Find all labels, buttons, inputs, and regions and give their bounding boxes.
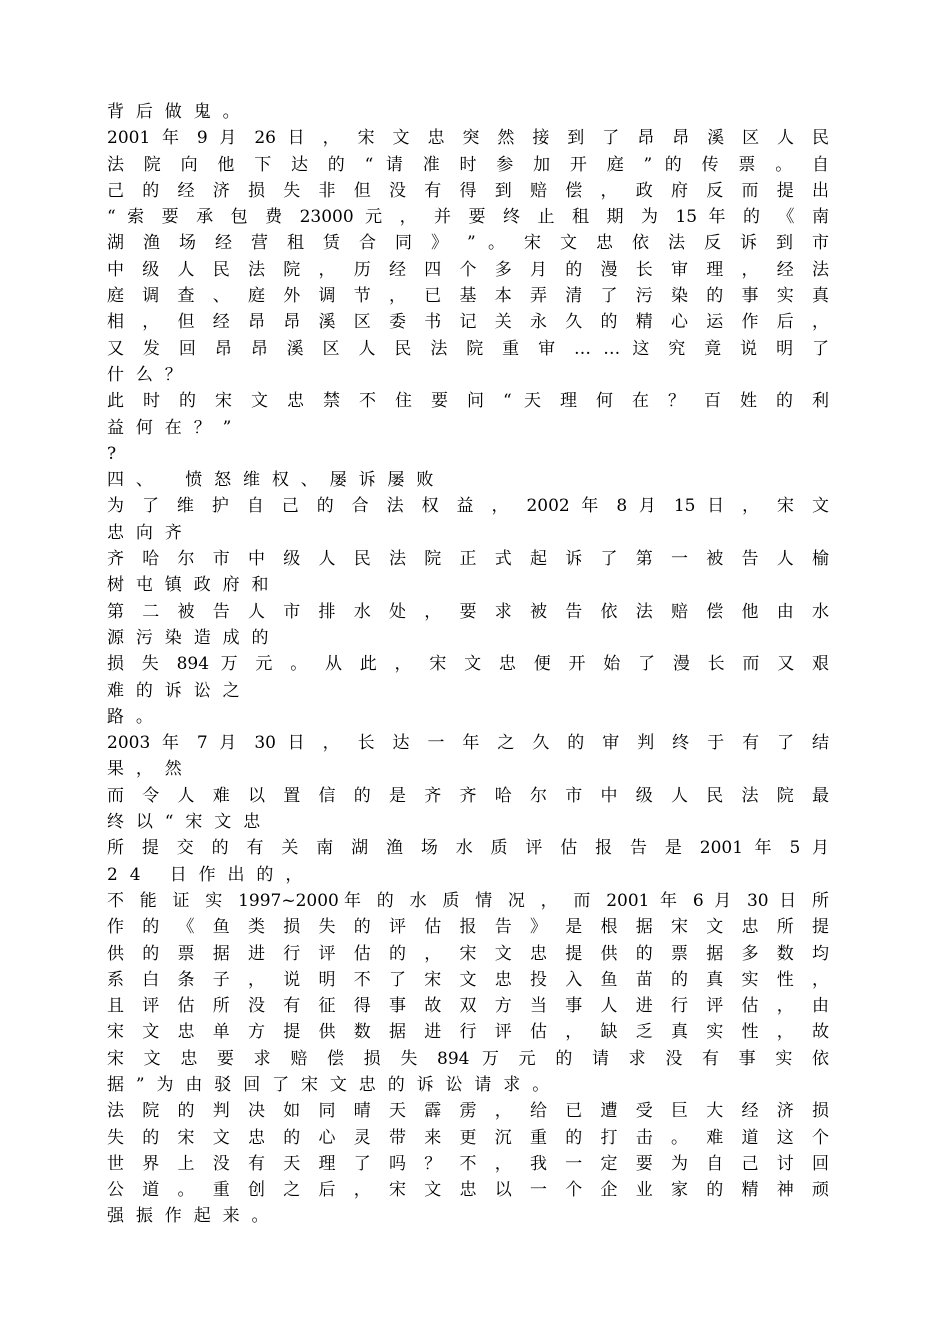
text-line: 背后做鬼。 [107, 102, 252, 122]
text-line: 庭 调 查 、 庭 外 调 节 ， 已 基 本 弄 清 了 污 染 的 事 实 真 [107, 286, 829, 307]
text-line: “ 索 要 承 包 费 23000 元 ， 并 要 终 止 租 期 为 15 年 的 《 南 [107, 207, 829, 228]
text-line: 损 失 894 万 元 。 从 此 ， 宋 文 忠 便 开 始 了 漫 长 而 又 艰 [107, 654, 829, 675]
text-line: 此 时 的 宋 文 忠 禁 不 住 要 问 “ 天 理 何 在 ？ 百 姓 的 利 [107, 391, 829, 412]
text-line: 2003 年 7 月 30 日 ， 长 达 一 年 之 久 的 审 判 终 于 有 了 结 [107, 733, 829, 754]
text-line: 又 发 回 昂 昂 溪 区 人 民 法 院 重 审 … … 这 究 竟 说 明 了 [107, 338, 829, 359]
text-line: ? [107, 443, 129, 464]
text-line: 失 的 宋 文 忠 的 心 灵 带 来 更 沉 重 的 打 击 。 难 道 这 个 [107, 1127, 829, 1148]
article-body [107, 99, 829, 1230]
text-line: 为 了 维 护 自 己 的 合 法 权 益 ， 2002 年 8 月 15 日 ， 宋 文 [107, 496, 829, 517]
text-line: 24 日作出的， [107, 864, 315, 885]
text-line: 不 能 证 实 1997~2000年 的 水 质 情 况 ， 而 2001 年 6 月 30 日 所 [107, 890, 829, 911]
text-line: 齐 哈 尔 市 中 级 人 民 法 院 正 式 起 诉 了 第 一 被 告 人 榆 [107, 549, 829, 570]
text-line: 供 的 票 据 进 行 评 估 的 ， 宋 文 忠 提 供 的 票 据 多 数 均 [107, 943, 829, 964]
text-line: 且 评 估 所 没 有 征 得 事 故 双 方 当 事 人 进 行 评 估 ， 由 [107, 996, 829, 1017]
text-line: 益何在？” [107, 417, 244, 438]
text-line: 宋 文 忠 单 方 提 供 数 据 进 行 评 估 ， 缺 乏 真 实 性 ， 故 [107, 1022, 829, 1043]
text-line: 而 令 人 难 以 置 信 的 是 齐 齐 哈 尔 市 中 级 人 民 法 院 最 [107, 785, 829, 806]
text-line: 世 界 上 没 有 天 理 了 吗 ？ 不 ， 我 一 定 要 为 自 己 讨 回 [107, 1153, 829, 1174]
text-line: 第 二 被 告 人 市 排 水 处 ， 要 求 被 告 依 法 赔 偿 他 由 水 [107, 601, 829, 622]
text-line: 什么？ [107, 364, 194, 385]
text-line: 四、 愤怒维权、屡诉屡败 [107, 470, 446, 491]
text-line: 路。 [107, 706, 165, 727]
text-line: 据”为由驳回了宋文忠的诉讼请求。 [107, 1074, 562, 1095]
text-line: 2001 年 9 月 26 日 ， 宋 文 忠 突 然 接 到 了 昂 昂 溪 区 人 民 [107, 128, 829, 149]
text-line: 法 院 向 他 下 达 的 “ 请 准 时 参 加 开 庭 ” 的 传 票 。 自 [107, 154, 829, 175]
text-line: 相 ， 但 经 昂 昂 溪 区 委 书 记 关 永 久 的 精 心 运 作 后 ， [107, 312, 829, 333]
text-line: 树屯镇政府和 [107, 575, 281, 596]
text-line: 法 院 的 判 决 如 同 晴 天 霹 雳 ， 给 已 遭 受 巨 大 经 济 损 [107, 1101, 829, 1122]
text-line: 中 级 人 民 法 院 ， 历 经 四 个 多 月 的 漫 长 审 理 ， 经 法 [107, 259, 829, 280]
text-line: 公 道 。 重 创 之 后 ， 宋 文 忠 以 一 个 企 业 家 的 精 神 顽 [107, 1180, 829, 1201]
text-line: 系 白 条 子 ， 说 明 不 了 宋 文 忠 投 入 鱼 苗 的 真 实 性 ， [107, 969, 829, 990]
text-line: 源污染造成的 [107, 627, 281, 648]
text-line: 所 提 交 的 有 关 南 湖 渔 场 水 质 评 估 报 告 是 2001 年 5 月 [107, 838, 829, 859]
text-line: 宋 文 忠 要 求 赔 偿 损 失 894 万 元 的 请 求 没 有 事 实 依 [107, 1048, 829, 1069]
text-line: 作 的 《 鱼 类 损 失 的 评 估 报 告 》 是 根 据 宋 文 忠 所 提 [107, 917, 829, 938]
text-line: 强振作起来。 [107, 1206, 281, 1227]
text-line: 难的诉讼之 [107, 680, 252, 701]
text-line: 忠向齐 [107, 522, 194, 543]
text-line: 湖 渔 场 经 营 租 赁 合 同 》 ” 。 宋 文 忠 依 法 反 诉 到 市 [107, 233, 829, 254]
text-line: 果，然 [107, 759, 194, 780]
text-line: 终以“宋文忠 [107, 812, 273, 833]
text-line: 己 的 经 济 损 失 非 但 没 有 得 到 赔 偿 ， 政 府 反 而 提 出 [107, 180, 829, 201]
